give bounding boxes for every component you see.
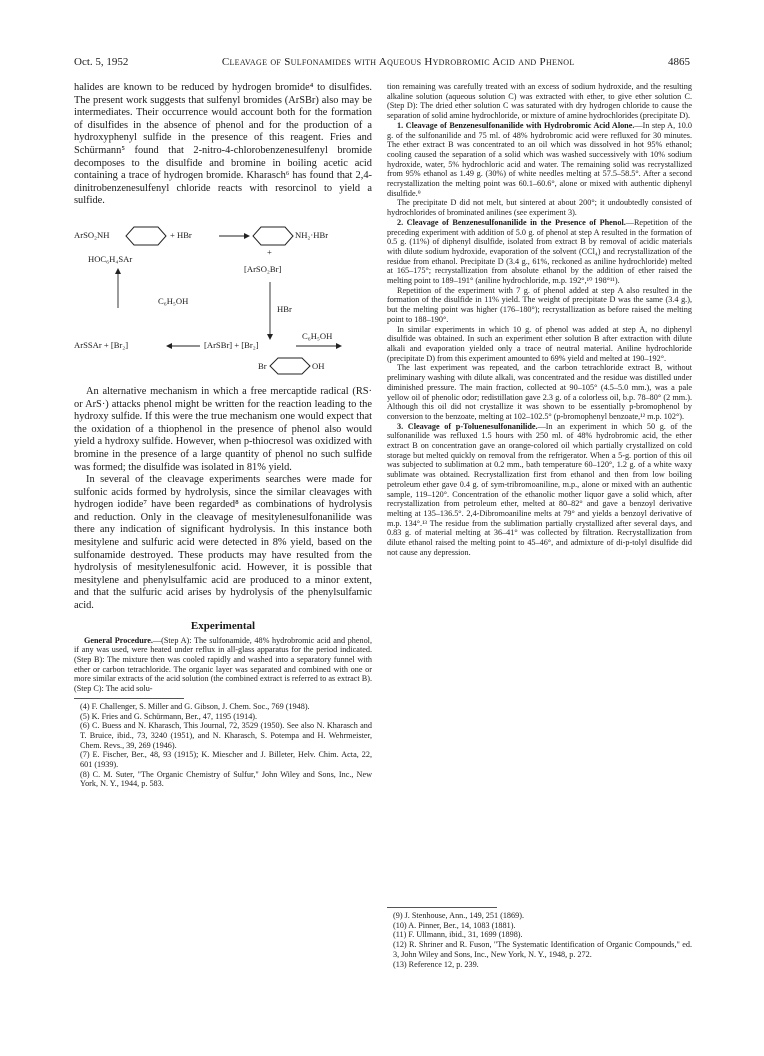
scheme-phenol-right: C₆H₅OH: [302, 330, 333, 341]
right-paragraph-3: Repetition of the experiment with 7 g. of phenol added at step A also resulted in the formation of the disulfide in 11% yield. The weight of precipitate D was the same (3.4 g.), but the melting point was higher (176–180°); recrystallization as before raised the melting point to 188–190°.: [387, 285, 692, 324]
benzene-ring-icon: [253, 227, 293, 245]
bromophenol-ring-icon: [270, 358, 310, 374]
footnote-divider: [74, 698, 184, 699]
scheme-plus: +: [267, 246, 272, 257]
experiment-3-paragraph: [387, 422, 692, 558]
experiment-3-body: —In an experiment in which 50 g. of the sulfonanilide was refluxed 1.5 hours with 250 ml. of 48% hydrobromic acid, the ether extract B on concentration gave an orange-colored oil which partially crystallized on cold storage but melted quickly on removal from the refrigerator. When a 5-g. portion of this oil was subjected to sublimation at 0.2 mm., bath temperature 60–120°, 1.2 g. of a white waxy sublimate was obtained. Recrystallization first from ethanol and then from low boiling petroleum ether gave 0.4 g. of sym-tribromoaniline, m.p., alone or mixed with an authentic sample, 119–120°. Concentration of the ethanolic mother liquor gave a solid which, after recrystallization from petroleum ether, melted at 80–82° and gave a benzoyl derivative melting at 135–136.5°. 2,4-Dibromoaniline melts at 79° and yields a benzoyl derivative of m.p. 134°.¹³ The residue from the sublimation partially crystallized after several days, and 0.83 g. of material melting at 36–41° was collected by filtration. Recrystallization from dilute ethanol raised the melting point to 45–46°, and admixture of di-p-tolyl disulfide did not cause any depression.: [387, 421, 692, 557]
header-page-number: 4865: [668, 56, 690, 68]
experiment-1-title: 1. Cleavage of Benzenesulfonanilide with Hydrobromic Acid Alone.: [397, 120, 635, 130]
scheme-oh: OH: [312, 360, 325, 371]
scheme-plus-hbr: + HBr: [170, 229, 192, 240]
footnote-6: (6) C. Buess and N. Kharasch, This Journal, 72, 3529 (1950). See also N. Kharasch and T. Bruice, ibid., 73, 3240 (1951), and N. Kharasch, S. Potempa and H. Wehrmeister, Chem. Revs., 39, 269 (1946).: [80, 721, 372, 750]
left-paragraph-3: In several of the cleavage experiments searches were made for sulfonic acids formed by hydrolysis, since the similar cleavages with hydrogen iodide⁷ have been regarded⁸ as combinations of hydrolysis and reduction. Only in the cleavage of mesitylenesulfonanilide was there any indication of significant hydrolysis. In this instance both mesitylene and sulfuric acid were detected in 8% yield, based on the sulfonamide destroyed. These products may have resulted from the hydrolysis of mesitylenesulfonic acid. However, it is possible that mesitylene and phenylsulfamic acid are produced to a minor extent, and that the sulfuric acid arises by hydrolysis of the phenylsulfamic acid.: [74, 474, 372, 612]
left-column: [74, 82, 372, 789]
experiment-1-paragraph: [387, 121, 692, 199]
reaction-scheme: [74, 218, 372, 376]
right-paragraph-2: The precipitate D did not melt, but sintered at about 200°; it undoubtedly consisted of hydrochlorides of brominated anilines (see experiment 3).: [387, 198, 692, 218]
header-date: Oct. 5, 1952: [74, 56, 129, 68]
left-paragraph-1: halides are known to be reduced by hydrogen bromide⁴ to disulfides. The present work suggests that sulfenyl bromides (ArSBr) also may be intermediates. Their occurrence would account both for the formation of disulfides in the absence of phenol and for the production of a hydroxyphenyl sulfide in the presence of this reagent. Fries and Schürmann⁵ found that 2-nitro-4-chlorobenzenesulfenyl bromide decomposes to the disulfide and bromine in boiling acetic acid containing a trace of hydrogen bromide. Kharasch⁶ has found that 2,4-dinitrobenzenesulfenyl chloride reacts with resorcinol to yield a sulfide.: [74, 82, 372, 207]
scheme-sulfonyl-bromide: [ArSO₂Br]: [244, 263, 282, 274]
experiment-2-body: —Repetition of the preceding experiment with addition of 5.0 g. of phenol at step A resulted in the formation of 0.5 g. (11%) of diphenyl disulfide, isolated from extract B by removal of acidic materials with dilute sodium hydroxide, evaporation of the solvent (CCl₄) and recrystallization of the residue from ethanol. Precipitate D (3.4 g., 61%, reckoned as aniline hydrochloride) melted at 165–175°; recrystallization from absolute ethanol by the addition of ether raised the melting point to 189–191° (aniline hydrochloride, m.p. 192°,¹⁰ 198°¹¹).: [387, 217, 692, 286]
right-column: [387, 82, 692, 557]
footnote-5: (5) K. Fries and G. Schürmann, Ber., 47, 1195 (1914).: [80, 711, 258, 721]
footnote-11: (11) F. Ullmann, ibid., 31, 1699 (1898).: [393, 930, 523, 940]
scheme-hbr-label: HBr: [277, 303, 292, 314]
scheme-amine-product: NH₂·HBr: [295, 229, 329, 240]
left-footnotes: [74, 702, 372, 789]
scheme-disulfide: ArSSAr + [Br₂]: [74, 339, 129, 350]
right-paragraph-1: tion remaining was carefully treated with an excess of sodium hydroxide, and the resulting alkaline solution (aqueous solution C) was extracted with ether, to give ether solution C. (Step D): The dried ether solution C was saturated with dry hydrogen chloride to cause the separation of solid amine hydrochloride, or mixture of amine hydrochlorides (precipitate D).: [387, 82, 692, 121]
footnote-9: (9) J. Stenhouse, Ann., 149, 251 (1869).: [393, 911, 524, 920]
right-paragraph-4: In similar experiments in which 10 g. of phenol was added at step A, no diphenyl disulfide was obtained. In such an experiment ether solution B after extraction with dilute alkali and evaporation yielded only a trace of neutral material. Aniline hydrochloride (precipitate D) from this experiment amounted to 69% yield and melted at 190–192°.: [387, 324, 692, 363]
general-procedure-paragraph: [74, 636, 372, 694]
general-procedure-title: General Procedure.: [84, 635, 153, 645]
footnote-10: (10) A. Pinner, Ber., 14, 1083 (1881).: [393, 920, 516, 930]
experiment-3-title: 3. Cleavage of p-Toluenesulfonanilide.: [397, 421, 538, 431]
footnote-divider: [387, 907, 497, 908]
section-heading-experimental: Experimental: [190, 619, 256, 632]
scheme-sulfenyl-bromide: [ArSBr] + [Br₂]: [204, 339, 259, 350]
reaction-scheme-graphics: [74, 218, 372, 376]
footnote-12: (12) R. Shriner and R. Fuson, "The Systematic Identification of Organic Compounds," ed. 3, John Wiley and Sons, Inc., New York, N. Y., 1948, p. 272.: [393, 940, 692, 959]
right-paragraph-5: The last experiment was repeated, and the carbon tetrachloride extract B, without preliminary washing with dilute alkali, was concentrated and the residue was distilled under diminished pressure. The main fraction, collected at 90–105° (4.5–5.0 mm.), was a pale yellow oil of phenolic odor; redistillation gave 2.3 g. of a colorless oil, b.p. 78–80° (2 mm.). Although this oil did not crystallize it was shown to be essentially p-bromophenol by conversion to the benzoate, melting at 102–102.5° (p-bromophenyl benzoate,¹² m.p. 102°).: [387, 363, 692, 421]
footnote-4: (4) F. Challenger, S. Miller and G. Gibson, J. Chem. Soc., 769 (1948).: [80, 701, 310, 711]
header-title: Cleavage of Sulfonamides with Aqueous Hydrobromic Acid and Phenol: [221, 56, 575, 68]
experiment-1-body: —In step A, 10.0 g. of the sulfonanilide and 75 ml. of 48% hydrobromic acid were refluxed for 30 minutes. The ether extract B was concentrated to an oil which was dissolved in hot 95% ethanol; cooling caused the separation of a solid which was washed successively with 10% sodium hydroxide, water, 5% hydrochloric acid and water. The remaining solid was recrystallized from 95% ethanol as 1.49 g. (30%) of white needles melting at 57.5–58.5°. After a second recrystallization the melting point was 60.1–60.6°, alone or mixed with authentic diphenyl disulfide.⁹: [387, 120, 692, 198]
footnote-8: (8) C. M. Suter, "The Organic Chemistry of Sulfur," John Wiley and Sons, Inc., New York, N. Y., 1944, p. 583.: [80, 769, 372, 789]
footnote-13: (13) Reference 12, p. 239.: [393, 959, 479, 969]
experiment-2-paragraph: [387, 218, 692, 286]
right-footnotes: [387, 903, 692, 969]
footnote-7: (7) E. Fischer, Ber., 48, 93 (1915); K. Miescher and J. Billeter, Helv. Chim. Acta, 22, 601 (1939).: [80, 750, 372, 770]
benzene-ring-icon: [126, 227, 166, 245]
page-header: [74, 56, 690, 70]
scheme-br: Br: [258, 360, 267, 371]
experiment-2-title: 2. Cleavage of Benzenesulfonanilide in the Presence of Phenol.: [397, 217, 626, 227]
general-procedure-body: —(Step A): The sulfonamide, 48% hydrobromic acid and phenol, if any was used, were heated under reflux in all-glass apparatus for the period indicated. (Step B): The mixture then was cooled rapidly and washed into a separatory funnel with ether or carbon tetrachloride. The organic layer was separated and combined with one or more similar extracts of the acid solution (the combined extract is referred to as extract B). (Step C): The acid solu-: [74, 635, 372, 694]
scheme-hydroxy-sulfide: HOC₆H₄SAr: [88, 253, 133, 264]
left-paragraph-2: An alternative mechanism in which a free mercaptide radical (RS· or ArS·) attacks phenol might be written for the reaction leading to the hydroxy sulfide. If this were the true mechanism one would expect that the oxidation of a thiophenol in the presence of phenol also would yield a hydroxy sulfide. However, when p-thiocresol was oxidized with bromine in the presence of a large quantity of phenol no such sulfide was formed; the disulfide was isolated in 81% yield.: [74, 385, 372, 473]
scheme-phenol-left: C₆H₅OH: [158, 295, 189, 306]
scheme-reactant: ArSO₂NH: [74, 229, 110, 240]
